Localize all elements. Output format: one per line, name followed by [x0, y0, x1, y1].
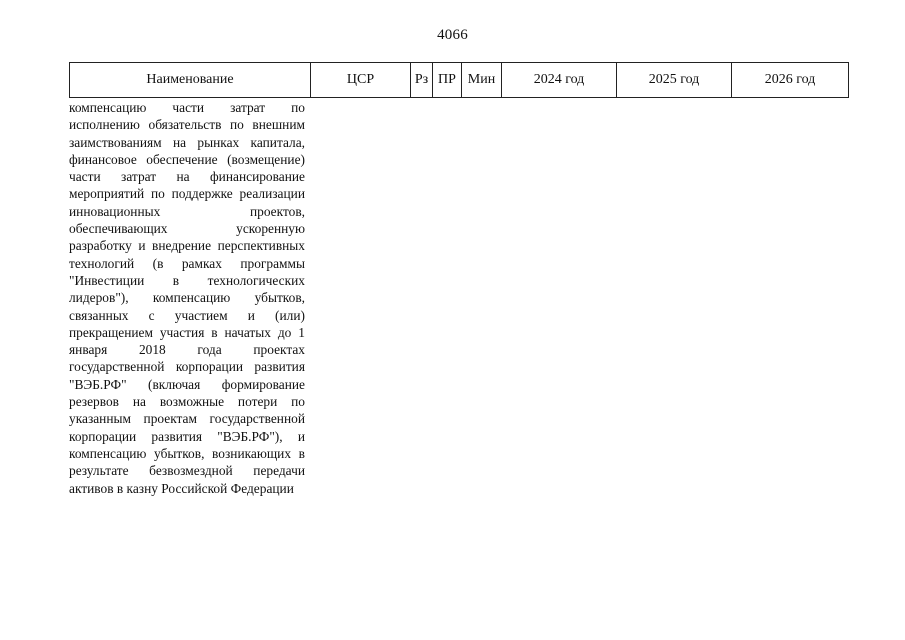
budget-table-header — [69, 62, 849, 98]
header-pr: ПР — [433, 63, 462, 98]
header-2024: 2024 год — [502, 63, 617, 98]
header-csr: ЦСР — [311, 63, 411, 98]
header-name: Наименование — [70, 63, 311, 98]
header-rz: Рз — [411, 63, 433, 98]
row-name-text: компенсацию части затрат по исполнению обязательств по внешним заимствованиям на рынках капитала, финансовое обеспечение (возмещение) части затрат на финансирование мероприятий по поддержке реализации инновационных проектов, обеспечивающих ускоренную разработку и внедрение перспективных технологий (в рамках программы "Инвестиции в технологических лидеров"), компенсацию убытков, связанных с участием и (или) прекращением участия в начатых до 1 января 2018 года проектах государственной корпорации развития "ВЭБ.РФ" (включая формирование резервов на возможные потери по указанным проектам государственной корпорации развития "ВЭБ.РФ"), и компенсацию убытков, возникающих в результате безвозмездной передачи активов в казну Российской Федерации — [69, 100, 305, 496]
page-number: 4066 — [437, 27, 468, 43]
header-row — [70, 63, 849, 98]
header-2026: 2026 год — [732, 63, 849, 98]
header-2025: 2025 год — [617, 63, 732, 98]
header-min: Мин — [462, 63, 502, 98]
